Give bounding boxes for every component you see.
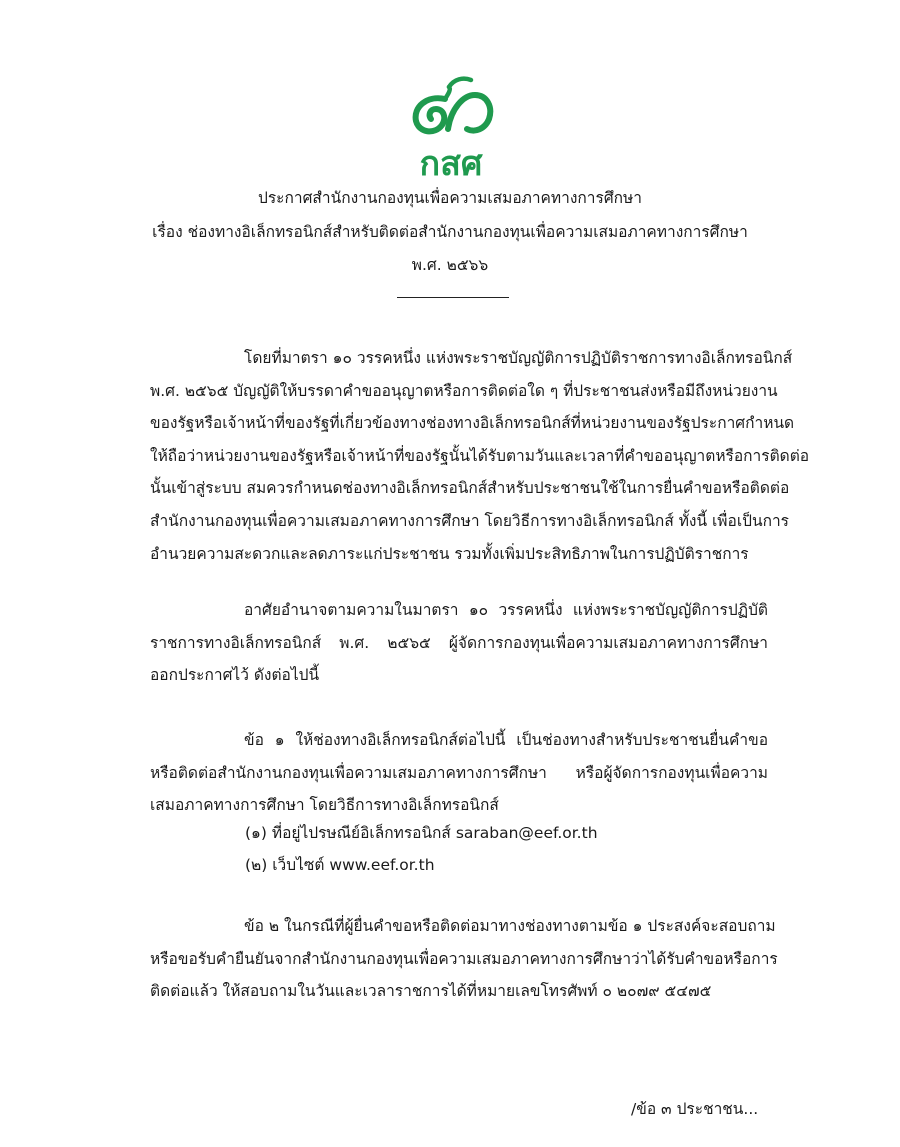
paragraph-line: ของรัฐหรือเจ้าหน้าที่ของรัฐที่เกี่ยวข้องทางช่องทางอิเล็กทรอนิกส์ที่หน่วยงานของรัฐประกาศกำหนด xyxy=(150,414,795,433)
eef-logo-mark xyxy=(405,75,497,180)
website-channel-item: (๒) เว็บไซต์ www.eef.or.th xyxy=(245,856,435,874)
clause-2 xyxy=(150,910,778,1008)
continuation-marker: /ข้อ ๓ ประชาชน... xyxy=(631,1100,759,1118)
authority-paragraph xyxy=(150,594,768,692)
paragraph-line: โดยที่มาตรา ๑๐ วรรคหนึ่ง แห่งพระราชบัญญัติการปฏิบัติราชการทางอิเล็กทรอนิกส์ xyxy=(244,349,793,367)
announcement-year: พ.ศ. ๒๕๖๖ xyxy=(411,256,489,274)
announcement-subject: เรื่อง ช่องทางอิเล็กทรอนิกส์สำหรับติดต่อสำนักงานกองทุนเพื่อความเสมอภาคทางการศึกษา xyxy=(152,223,748,241)
paragraph-line: ข้อ ๒ ในกรณีที่ผู้ยื่นคำขอหรือติดต่อมาทางช่องทางตามข้อ ๑ ประสงค์จะสอบถาม xyxy=(244,917,776,935)
eef-logo xyxy=(405,75,497,180)
email-channel-item: (๑) ที่อยู่ไปรษณีย์อิเล็กทรอนิกส์ saraban@eef.or.th xyxy=(245,824,598,842)
paragraph-line: อาศัยอำนาจตามความในมาตรา ๑๐ วรรคหนึ่ง แห่งพระราชบัญญัติการปฏิบัติ xyxy=(244,601,768,619)
logo-text: กสศ xyxy=(419,144,483,180)
clause-1 xyxy=(150,724,768,822)
paragraph-line: เสมอภาคทางการศึกษา โดยวิธีการทางอิเล็กทรอนิกส์ xyxy=(150,796,499,815)
paragraph-line: อำนวยความสะดวกและลดภาระแก่ประชาชน รวมทั้งเพิ่มประสิทธิภาพในการปฏิบัติราชการ xyxy=(150,544,749,563)
paragraph-line: สำนักงานกองทุนเพื่อความเสมอภาคทางการศึกษา โดยวิธีการทางอิเล็กทรอนิกส์ ทั้งนี้ เพื่อเป็นการ xyxy=(150,511,789,530)
preamble-paragraph xyxy=(150,342,810,570)
paragraph-line: ติดต่อแล้ว ให้สอบถามในวันและเวลาราชการได้ที่หมายเลขโทรศัพท์ ๐ ๒๐๗๙ ๕๔๗๕ xyxy=(150,982,712,1001)
paragraph-line: นั้นเข้าสู่ระบบ สมควรกำหนดช่องทางอิเล็กทรอนิกส์สำหรับประชาชนใช้ในการยื่นคำขอหรือติดต่อ xyxy=(150,479,790,498)
paragraph-line: หรือติดต่อสำนักงานกองทุนเพื่อความเสมอภาคทางการศึกษา หรือผู้จัดการกองทุนเพื่อความ xyxy=(150,763,768,782)
paragraph-line: ราชการทางอิเล็กทรอนิกส์ พ.ศ. ๒๕๖๕ ผู้จัดการกองทุนเพื่อความเสมอภาคทางการศึกษา xyxy=(150,633,768,652)
paragraph-line: พ.ศ. ๒๕๖๕ บัญญัติให้บรรดาคำขออนุญาตหรือการติดต่อใด ๆ ที่ประชาชนส่งหรือมีถึงหน่วยงาน xyxy=(150,381,778,400)
paragraph-line: ข้อ ๑ ให้ช่องทางอิเล็กทรอนิกส์ต่อไปนี้ เป็นช่องทางสำหรับประชาชนยื่นคำขอ xyxy=(244,731,768,749)
paragraph-line: ให้ถือว่าหน่วยงานของรัฐหรือเจ้าหน้าที่ของรัฐนั้นได้รับตามวันและเวลาที่คำขออนุญาตหรือการติดต่อ xyxy=(150,446,810,465)
announcement-title: ประกาศสำนักงานกองทุนเพื่อความเสมอภาคทางการศึกษา xyxy=(258,189,642,207)
paragraph-line: หรือขอรับคำยืนยันจากสำนักงานกองทุนเพื่อความเสมอภาคทางการศึกษาว่าได้รับคำขอหรือการ xyxy=(150,949,778,968)
paragraph-line: ออกประกาศไว้ ดังต่อไปนี้ xyxy=(150,666,320,685)
heading-divider xyxy=(397,297,509,298)
